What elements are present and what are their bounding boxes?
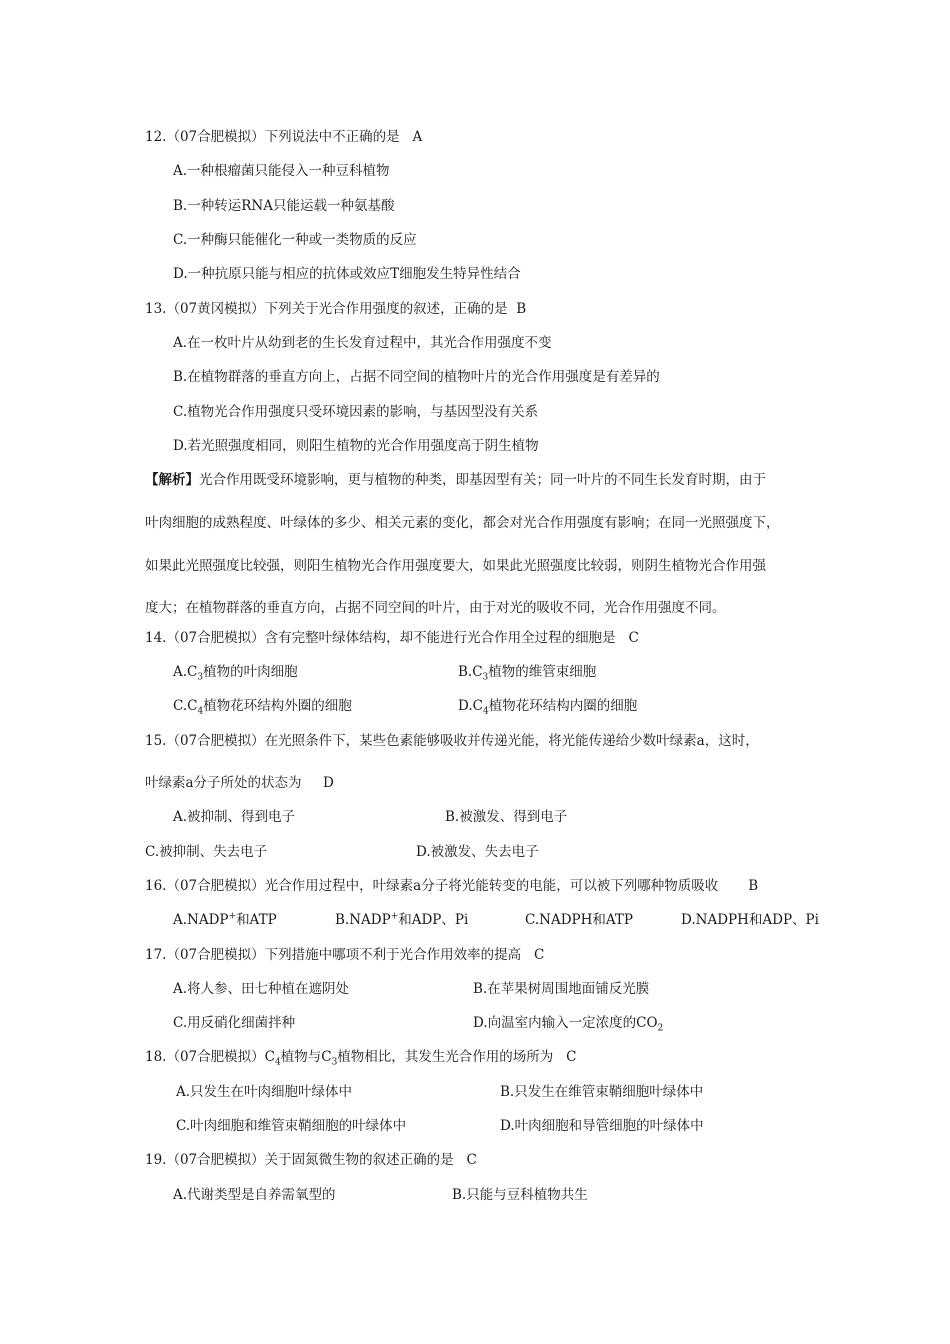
option-text: C.C xyxy=(173,698,198,714)
question-text: 17.（07合肥模拟）下列措施中哪项不利于光合作用效率的提高 xyxy=(145,947,522,963)
subscript: 2 xyxy=(657,1023,664,1034)
question-14-stem xyxy=(145,629,639,647)
question-19-stem xyxy=(145,1151,477,1169)
option: B.被激发、得到电子 xyxy=(445,809,568,825)
answer-label: C xyxy=(534,947,545,963)
answer-label: A xyxy=(412,129,423,145)
analysis-line: 度大；在植物群落的垂直方向，占据不同空间的叶片，由于对光的吸收不同，光合作用强度不同。 xyxy=(145,600,726,616)
option xyxy=(335,911,468,929)
option: B.只发生在维管束鞘细胞叶绿体中 xyxy=(500,1084,704,1100)
question-text: 12.（07合肥模拟）下列说法中不正确的是 xyxy=(145,129,400,145)
question-text: 14.（07合肥模拟）含有完整叶绿体结构，却不能进行光合作用全过程的细胞是 xyxy=(145,630,616,646)
option-text: D.C xyxy=(458,698,483,714)
answer-label: B xyxy=(516,301,527,317)
option: D.叶肉细胞和导管细胞的叶绿体中 xyxy=(500,1118,704,1134)
analysis-line: 叶肉细胞的成熟程度、叶绿体的多少、相关元素的变化，都会对光合作用强度有影响；在同一光照强度下， xyxy=(145,515,780,531)
answer-label: D xyxy=(323,775,334,791)
subscript: 3 xyxy=(331,1057,338,1068)
option: A.一种根瘤菌只能侵入一种豆科植物 xyxy=(173,163,390,179)
option-text: B.NADP xyxy=(335,912,391,928)
option xyxy=(473,1014,663,1032)
superscript: + xyxy=(228,911,237,922)
option: C.叶肉细胞和维管束鞘细胞的叶绿体中 xyxy=(176,1118,407,1134)
analysis-line xyxy=(145,471,766,489)
question-text: 18.（07合肥模拟）C xyxy=(145,1049,275,1065)
option-text: 植物花环结构外圈的细胞 xyxy=(203,698,352,714)
option xyxy=(458,697,637,715)
option: C.被抑制、失去电子 xyxy=(145,844,268,860)
question-15-stem-cont xyxy=(145,774,334,792)
option-text: A.C xyxy=(173,664,198,680)
option: C.用反硝化细菌拌种 xyxy=(173,1015,296,1031)
superscript: + xyxy=(390,911,399,922)
option: D.一种抗原只能与相应的抗体或效应T细胞发生特异性结合 xyxy=(173,266,521,282)
option xyxy=(173,697,352,715)
question-15-stem: 15.（07合肥模拟）在光照条件下，某些色素能够吸收并传递光能，将光能传递给少数叶绿素a，这时， xyxy=(145,733,759,749)
option: C.植物光合作用强度只受环境因素的影响，与基因型没有关系 xyxy=(173,404,539,420)
option: A.代谢类型是自养需氧型的 xyxy=(173,1187,336,1203)
option xyxy=(458,663,596,681)
option: D.NADPH和ADP、Pi xyxy=(681,912,819,928)
analysis-line: 如果此光照强度比较强，则阳生植物光合作用强度要大，如果此光照强度比较弱，则阴生植物光合作用强 xyxy=(145,558,766,574)
option-text: 植物的叶肉细胞 xyxy=(203,664,298,680)
option: A.将人参、田七种植在遮阴处 xyxy=(173,981,350,997)
option-text: 植物花环结构内圈的细胞 xyxy=(488,698,638,714)
subscript: 4 xyxy=(274,1057,281,1068)
question-18-stem xyxy=(145,1048,577,1066)
question-text: 19.（07合肥模拟）关于固氮微生物的叙述正确的是 xyxy=(145,1152,454,1168)
option-text: A.NADP xyxy=(173,912,229,928)
answer-label: C xyxy=(628,630,639,646)
answer-label: C xyxy=(466,1152,477,1168)
question-16-stem xyxy=(145,877,758,895)
subscript: 4 xyxy=(482,706,489,717)
subscript: 4 xyxy=(197,706,204,717)
option: B.在植物群落的垂直方向上，占据不同空间的植物叶片的光合作用强度是有差异的 xyxy=(173,369,660,385)
option-text: 和ADP、Pi xyxy=(398,912,469,928)
option: A.被抑制、得到电子 xyxy=(173,809,296,825)
question-text: 13.（07黄冈模拟）下列关于光合作用强度的叙述，正确的是 xyxy=(145,301,508,317)
question-17-stem xyxy=(145,946,544,964)
question-text: 16.（07合肥模拟）光合作用过程中，叶绿素a分子将光能转变的电能，可以被下列哪种物质吸收 xyxy=(145,878,719,894)
answer-label: B xyxy=(748,878,759,894)
option: A.在一枚叶片从幼到老的生长发育过程中，其光合作用强度不变 xyxy=(173,335,552,351)
option: D.被激发、失去电子 xyxy=(416,844,539,860)
question-12-stem xyxy=(145,128,422,146)
question-text: 叶绿素a分子所处的状态为 xyxy=(145,775,302,791)
analysis-text: 光合作用既受环境影响，更与植物的种类，即基因型有关；同一叶片的不同生长发育时期，由于 xyxy=(199,472,766,488)
subscript: 3 xyxy=(482,672,489,683)
option-text: 和ATP xyxy=(236,912,277,928)
option-text: 植物的维管束细胞 xyxy=(488,664,597,680)
option: B.一种转运RNA只能运载一种氨基酸 xyxy=(173,198,395,214)
option-text: D.向温室内输入一定浓度的CO xyxy=(473,1015,658,1031)
option: C.NADPH和ATP xyxy=(525,912,633,928)
option: A.只发生在叶肉细胞叶绿体中 xyxy=(176,1084,353,1100)
option: C.一种酶只能催化一种或一类物质的反应 xyxy=(173,232,417,248)
subscript: 3 xyxy=(197,672,204,683)
option xyxy=(173,663,298,681)
option xyxy=(173,911,277,929)
option: B.只能与豆科植物共生 xyxy=(452,1187,588,1203)
question-text: 植物相比，其发生光合作用的场所为 xyxy=(337,1049,554,1065)
option: D.若光照强度相同，则阳生植物的光合作用强度高于阴生植物 xyxy=(173,438,539,454)
question-text: 植物与C xyxy=(280,1049,332,1065)
analysis-label: 【解析】 xyxy=(145,472,199,488)
option-text: B.C xyxy=(458,664,483,680)
answer-label: C xyxy=(566,1049,577,1065)
question-13-stem xyxy=(145,300,526,318)
option: B.在苹果树周围地面铺反光膜 xyxy=(473,981,650,997)
